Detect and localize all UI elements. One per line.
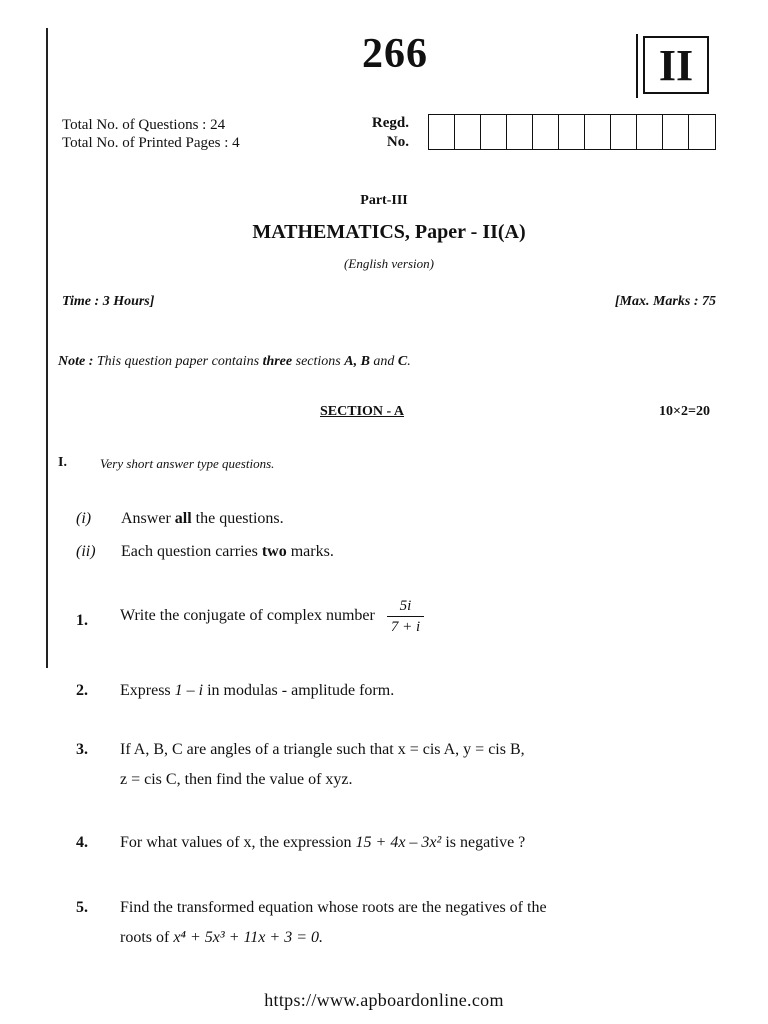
question-item — [76, 676, 736, 706]
paper-code: 266 — [362, 31, 428, 77]
question-item — [76, 735, 736, 797]
regd-label: Regd. No. — [371, 115, 409, 150]
class-label: II — [658, 40, 694, 90]
footer-url: https://www.apboardonline.com — [264, 990, 504, 1010]
note: Note : This question paper contains three sections A, B and C. — [58, 354, 411, 369]
regd-digit-box[interactable] — [533, 115, 559, 149]
question-text: Write the conjugate of complex number $\frac{5i}{7 + i}$ — [120, 596, 720, 637]
question-text: Find the transformed equation whose roots are the negatives of the roots of x⁴ + 5x³ + 11x + 3 = 0. — [120, 899, 547, 946]
part-description: Very short answer type questions. — [100, 456, 275, 471]
max-marks: [Max. Marks : 75 — [614, 294, 716, 309]
instruction-item: (i) Answer all the questions. — [76, 510, 284, 527]
regd-digit-box[interactable] — [637, 115, 663, 149]
question-item — [76, 893, 736, 955]
paper-part: Part-III — [360, 193, 408, 208]
fraction: $\frac{5i}{7 + i}$ — [387, 596, 424, 637]
question-item — [76, 828, 736, 858]
question-text: For what values of x, the expression 15 + 4x – 3x² is negative ? — [120, 834, 526, 851]
regd-digit-box[interactable] — [663, 115, 689, 149]
regd-digit-box[interactable] — [585, 115, 611, 149]
part-number: I. — [58, 455, 67, 470]
instruction-item: (ii) Each question carries two marks. — [76, 543, 334, 560]
time-allowed: Time : 3 Hours] — [62, 294, 155, 309]
question-item — [76, 596, 736, 646]
question-text: Express 1 – i in modulas - amplitude form. — [120, 682, 395, 699]
paper-meta — [62, 116, 240, 152]
question-number: 4. — [76, 834, 88, 851]
total-pages: Total No. of Printed Pages : 4 — [62, 135, 240, 151]
regd-digit-box[interactable] — [429, 115, 455, 149]
question-number: 5. — [76, 899, 88, 916]
section-title: SECTION - A — [320, 404, 405, 419]
regd-digit-box[interactable] — [559, 115, 585, 149]
margin-rule — [46, 28, 48, 668]
regd-digit-box[interactable] — [481, 115, 507, 149]
regd-digit-box[interactable] — [611, 115, 637, 149]
regd-number-boxes[interactable] — [428, 114, 716, 150]
question-text: If A, B, C are angles of a triangle such that x = cis A, y = cis B, z = cis C, then find the value of xyz. — [120, 741, 525, 788]
regd-digit-box[interactable] — [507, 115, 533, 149]
question-number: 2. — [76, 682, 88, 699]
question-number: 3. — [76, 741, 88, 758]
regd-digit-box[interactable] — [455, 115, 481, 149]
class-label-box — [643, 36, 709, 94]
paper-title: MATHEMATICS, Paper - II(A) — [252, 221, 526, 243]
paper-version: (English version) — [344, 256, 434, 271]
question-number: 1. — [76, 612, 88, 629]
regd-digit-box[interactable] — [689, 115, 715, 149]
section-marks: 10×2=20 — [659, 404, 710, 419]
total-questions: Total No. of Questions : 24 — [62, 117, 226, 133]
